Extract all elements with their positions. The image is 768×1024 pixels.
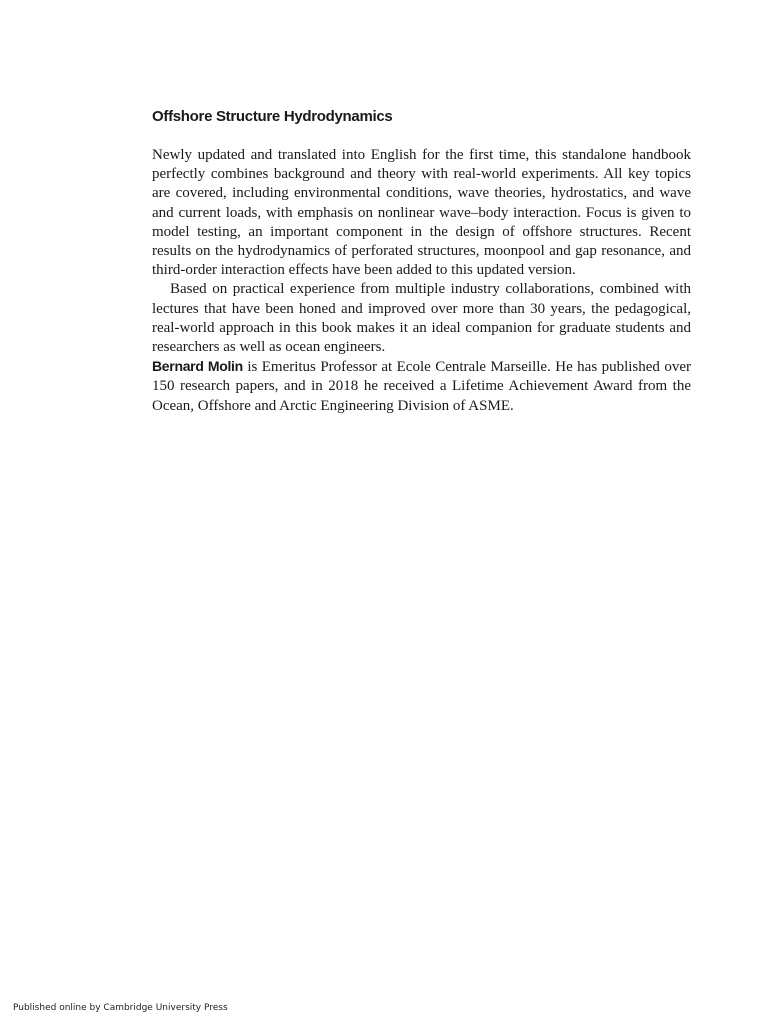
author-name: Bernard Molin [152, 358, 243, 375]
description-paragraph-2: Based on practical experience from multiple industry collaborations, combined with lectures that have been honed and improved over more than 30 years, the pedagogical, real-world approach in this book makes it an ideal companion for graduate students and researchers as well as ocean engineers. [152, 281, 691, 356]
book-title: Offshore Structure Hydrodynamics [152, 108, 393, 125]
description-paragraph-1: Newly updated and translated into English for the first time, this standalone handbook perfectly combines background and theory with real-world experiments. All key topics are covered, including environmental conditions, wave theories, hydrostatics, and wave and current loads, with emphasis on nonlinear wave–body interaction. Focus is given to model testing, an important component in the design of offshore structures. Recent results on the hydrodynamics of perforated structures, moonpool and gap resonance, and third-order interaction effects have been added to this updated version. [152, 147, 691, 279]
author-bio-text: is Emeritus Professor at Ecole Centrale Marseille. He has published over 150 research papers, and in 2018 he received a Lifetime Achievement Award from the Ocean, Offshore and Arctic Engineering Division of ASME. [152, 359, 691, 414]
book-blurb [152, 107, 691, 416]
author-bio [152, 357, 691, 416]
footer-published-online: Published online by Cambridge University Press [13, 1003, 228, 1013]
